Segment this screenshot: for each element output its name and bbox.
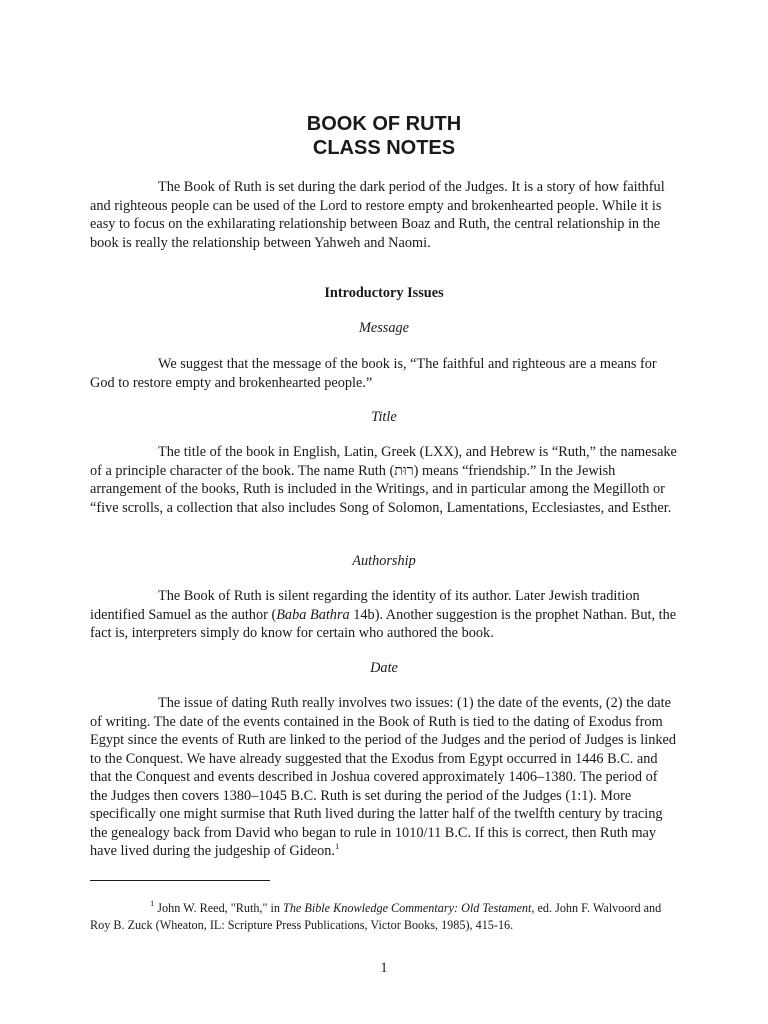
authorship-text-before: The Book of Ruth is silent regarding the identity of its author. Later Jewish tradition identified Samuel as the author ( bbox=[90, 588, 640, 623]
message-heading: Message bbox=[358, 320, 410, 336]
footnote-text-after: , ed. John F. Walvoord and Roy B. Zuck (Wheaton, IL: Scripture Press Publications, Victor Books, 1985), 415-16. bbox=[90, 901, 662, 932]
footnote bbox=[90, 900, 678, 934]
footnote-text-before: John W. Reed, "Ruth," in bbox=[154, 901, 284, 915]
intro-paragraph bbox=[90, 178, 678, 252]
section-heading: Introductory Issues bbox=[324, 285, 444, 301]
title-paragraph bbox=[90, 443, 678, 517]
date-paragraph bbox=[90, 694, 678, 861]
title-text: The title of the book in English, Latin, Greek (LXX), and Hebrew is “Ruth,” the namesake of a principle character of the book. The name Ruth (רוּת) means “friendship.” In the Jewish arrangement of the books, Ruth is included in the Writings, and in particular among the Megilloth or “five scrolls, a collection that also includes Song of Solomon, Lamentations, Ecclesiastes, and Esther. bbox=[90, 444, 677, 516]
title-heading: Title bbox=[371, 409, 397, 425]
page-number: 1 bbox=[380, 960, 388, 976]
footnote-reference[interactable]: 1 bbox=[334, 841, 340, 851]
message-text: We suggest that the message of the book is, “The faithful and righteous are a means for God to restore empty and brokenhearted people.” bbox=[90, 356, 657, 391]
date-heading: Date bbox=[370, 660, 398, 676]
date-text: The issue of dating Ruth really involves two issues: (1) the date of the events, (2) the date of writing. The date of the events contained in the Book of Ruth is tied to the dating of Exodus from Egypt since the events of Ruth are linked to the period of the Judges and the period of Judges is linked to the Conquest. We have already suggested that the Exodus from Egypt occurred in 1446 B.C. and that the Conquest and events described in Joshua covered approximately 1406–1380. The period of the Judges then covers 1380–1045 B.C. Ruth is set during the period of the Judges (1:1). More specifically one might surmise that Ruth lived during the latter half of the twelfth century by tracing the genealogy back from David who began to rule in 1010/11 B.C. If this is correct, then Ruth may have lived during the judgeship of Gideon. bbox=[90, 695, 677, 859]
footnote-book-title: The Bible Knowledge Commentary: Old Testament bbox=[283, 901, 532, 915]
message-paragraph bbox=[90, 355, 678, 392]
document-title-line-2: CLASS NOTES bbox=[312, 137, 456, 159]
footnote-divider bbox=[90, 880, 270, 881]
intro-text: The Book of Ruth is set during the dark period of the Judges. It is a story of how faithful and righteous people can be used of the Lord to restore empty and brokenhearted people. While it is easy to focus on the exhilarating relationship between Boaz and Ruth, the central relationship in the book is really the relationship between Yahweh and Naomi. bbox=[90, 179, 665, 251]
footnote-marker: 1 bbox=[150, 898, 155, 908]
document-title-line-1: BOOK OF RUTH bbox=[306, 113, 462, 135]
authorship-text-after: 14b). Another suggestion is the prophet Nathan. But, the fact is, interpreters simply do know for certain who authored the book. bbox=[90, 606, 677, 641]
authorship-paragraph bbox=[90, 587, 678, 643]
authorship-citation: Baba Bathra bbox=[276, 606, 350, 623]
authorship-heading: Authorship bbox=[352, 553, 416, 569]
